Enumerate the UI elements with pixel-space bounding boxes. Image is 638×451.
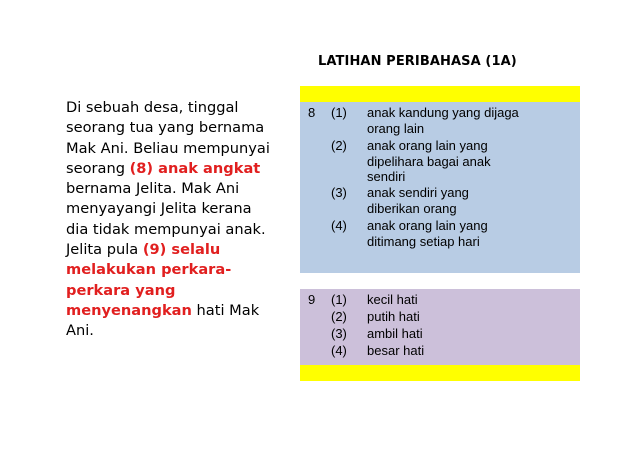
highlighted-phrase: melakukan perkara- bbox=[66, 261, 232, 279]
story-segment: dia tidak mempunyai anak. bbox=[66, 220, 266, 238]
story-segment: seorang bbox=[66, 159, 130, 177]
option-text bbox=[367, 105, 577, 136]
story-segment: Di sebuah desa, tinggal bbox=[66, 99, 239, 116]
story-line bbox=[66, 220, 298, 240]
option-text bbox=[367, 218, 577, 249]
highlighted-phrase: (8) anak angkat bbox=[129, 159, 261, 177]
option-number: (1) bbox=[331, 105, 347, 120]
story-line bbox=[66, 321, 298, 341]
option-line: diberikan orang bbox=[367, 200, 457, 216]
table-spacer bbox=[300, 273, 580, 289]
story-segment: hati Mak bbox=[191, 301, 260, 319]
story-segment: seorang tua yang bernama bbox=[66, 119, 265, 137]
story-line bbox=[66, 139, 298, 159]
option-line: anak orang lain yang bbox=[367, 218, 488, 233]
option-line: sendiri bbox=[367, 169, 406, 184]
option-number: (4) bbox=[331, 218, 347, 233]
option-text bbox=[367, 138, 577, 185]
highlighted-phrase: perkara yang bbox=[66, 281, 176, 299]
story-line bbox=[66, 179, 298, 199]
story-line bbox=[66, 159, 298, 179]
option-line: dipelihara bagai anak bbox=[367, 153, 491, 169]
story-segment: Jelita pula bbox=[66, 241, 143, 259]
option-text: ambil hati bbox=[367, 326, 423, 341]
highlighted-phrase: menyenangkan bbox=[66, 301, 192, 319]
story-line bbox=[66, 281, 298, 301]
table-footer-band bbox=[300, 365, 580, 381]
option-text: putih hati bbox=[367, 309, 420, 324]
option-line: orang lain bbox=[367, 120, 425, 136]
page-title: LATIHAN PERIBAHASA (1A) bbox=[318, 54, 517, 69]
story-line bbox=[66, 98, 298, 118]
option-number: (3) bbox=[331, 185, 347, 200]
option-number: (3) bbox=[331, 326, 347, 341]
story-text bbox=[66, 98, 298, 342]
story-segment: menyayangi Jelita kerana bbox=[66, 200, 252, 218]
option-line: anak kandung yang dijaga bbox=[367, 105, 519, 120]
option-line: ditimang setiap hari bbox=[367, 233, 480, 249]
option-line: anak sendiri yang bbox=[367, 185, 469, 200]
highlighted-phrase: (9) selalu bbox=[142, 241, 221, 259]
story-segment: Ani. bbox=[66, 322, 94, 340]
option-text: besar hati bbox=[367, 343, 425, 358]
story-line bbox=[66, 199, 298, 219]
story-segment: bernama Jelita. Mak Ani bbox=[66, 180, 240, 198]
option-number: (1) bbox=[331, 292, 347, 307]
option-text bbox=[367, 185, 577, 216]
question-number: 9 bbox=[308, 292, 316, 307]
option-number: (2) bbox=[331, 309, 347, 324]
story-segment: Mak Ani. Beliau mempunyai bbox=[66, 139, 270, 157]
option-text: kecil hati bbox=[367, 292, 418, 307]
option-number: (2) bbox=[331, 138, 347, 153]
question-number: 8 bbox=[308, 105, 316, 120]
story-line bbox=[66, 240, 298, 260]
option-line: anak orang lain yang bbox=[367, 138, 488, 153]
option-number: (4) bbox=[331, 343, 347, 358]
story-line bbox=[66, 118, 298, 138]
story-line bbox=[66, 301, 298, 321]
table-header-band bbox=[300, 86, 580, 102]
story-line bbox=[66, 260, 298, 280]
